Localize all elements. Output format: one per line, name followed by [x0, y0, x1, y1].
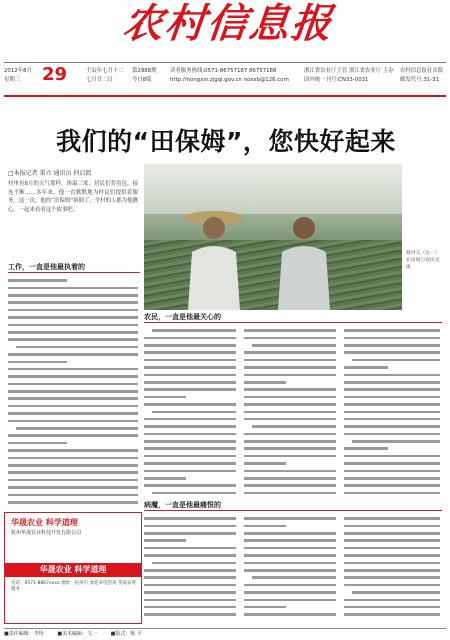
text-line	[244, 454, 338, 461]
text-line	[344, 439, 442, 446]
text-line	[344, 597, 442, 604]
text-line	[244, 553, 338, 560]
text-line	[244, 328, 338, 335]
weekday: 星期三	[4, 77, 21, 83]
text-line	[244, 402, 338, 409]
text-line	[244, 335, 338, 342]
text-line	[244, 380, 338, 387]
text-line	[144, 387, 238, 394]
text-line	[8, 278, 140, 285]
text-line	[244, 387, 338, 394]
text-line	[344, 546, 442, 553]
text-line	[344, 568, 442, 575]
text-line	[244, 583, 338, 590]
text-line	[8, 396, 140, 403]
text-line	[344, 358, 442, 365]
text-line	[8, 418, 140, 425]
lunar-date: 壬辰年七月十二	[86, 68, 124, 74]
text-line	[8, 330, 140, 337]
text-line	[144, 546, 238, 553]
text-line	[344, 605, 442, 612]
article-photo	[144, 164, 402, 310]
publisher: 浙江省农业厅主管 浙江省农业厅 主办	[304, 68, 394, 74]
text-line	[244, 343, 338, 350]
text-line	[144, 612, 238, 619]
text-line	[8, 374, 140, 381]
text-line	[344, 380, 442, 387]
text-line	[244, 417, 338, 424]
text-line	[144, 424, 238, 431]
text-line	[244, 468, 338, 475]
text-line	[344, 560, 442, 567]
text-line	[8, 500, 140, 507]
text-line	[244, 560, 338, 567]
text-line	[144, 568, 238, 575]
text-line	[344, 417, 442, 424]
subhead-rule-2	[144, 322, 442, 323]
text-line	[244, 590, 338, 597]
photo-caption: 蔡世义（左一）在田间与农民交流	[406, 251, 440, 270]
footer-art-editor: ■美术编辑：文一	[57, 631, 98, 637]
text-line	[144, 402, 238, 409]
column-5-text	[144, 516, 238, 626]
text-line	[344, 583, 442, 590]
text-line	[8, 404, 140, 411]
text-line	[244, 372, 338, 379]
text-line	[144, 343, 238, 350]
text-line	[344, 409, 442, 416]
text-line	[244, 516, 338, 523]
text-line	[144, 523, 238, 530]
column-3-text	[244, 328, 338, 500]
distributor: 农村信息报社出版	[400, 68, 444, 74]
text-line	[8, 315, 140, 322]
text-line	[344, 395, 442, 402]
text-line	[144, 583, 238, 590]
ad-body: 电话：0571-8867xxxx 地址：杭州市 欢迎来电咨询 优质农资服务	[11, 581, 136, 593]
text-line	[144, 516, 238, 523]
text-line	[8, 300, 140, 307]
page-footer	[4, 628, 446, 638]
text-line	[344, 468, 442, 475]
text-line	[144, 446, 238, 453]
text-line	[344, 612, 442, 619]
text-line	[344, 461, 442, 468]
column-4-text	[344, 328, 442, 500]
column-1-text	[8, 278, 140, 508]
text-line	[244, 409, 338, 416]
text-line	[244, 395, 338, 402]
text-line	[344, 424, 442, 431]
text-line	[144, 538, 238, 545]
text-line	[8, 433, 140, 440]
text-line	[8, 455, 140, 462]
footer-editor: ■责任编辑：李艳	[4, 631, 44, 637]
text-line	[8, 322, 140, 329]
text-line	[244, 523, 338, 530]
subhead-rule-1	[8, 272, 140, 273]
text-line	[8, 308, 140, 315]
text-line	[8, 285, 140, 292]
info-bar	[4, 66, 446, 88]
subhead-rule-3	[144, 510, 442, 511]
text-line	[8, 345, 140, 352]
column-2-text	[144, 328, 238, 500]
text-line	[344, 431, 442, 438]
text-line	[244, 605, 338, 612]
text-line	[8, 485, 140, 492]
subhead-illness: 病魔，一直是他最痛恨的	[144, 501, 221, 509]
hotline: 读者服务热线:0571-86757187 86757188	[170, 68, 277, 74]
text-line	[344, 350, 442, 357]
text-line	[344, 343, 442, 350]
masthead-divider	[4, 62, 446, 63]
text-line	[144, 531, 238, 538]
text-line	[244, 612, 338, 619]
subhead-farmers: 农民，一直是他最关心的	[144, 313, 221, 321]
text-line	[8, 411, 140, 418]
text-line	[244, 424, 338, 431]
text-line	[244, 350, 338, 357]
text-line	[8, 426, 140, 433]
text-line	[144, 575, 238, 582]
column-7-text	[344, 516, 442, 626]
text-line	[244, 358, 338, 365]
text-line	[8, 441, 140, 448]
text-line	[144, 335, 238, 342]
text-line	[244, 461, 338, 468]
text-line	[144, 380, 238, 387]
text-line	[244, 491, 338, 498]
masthead	[0, 0, 450, 68]
text-line	[144, 483, 238, 490]
text-line	[144, 409, 238, 416]
text-line	[8, 448, 140, 455]
text-line	[144, 358, 238, 365]
text-line	[144, 350, 238, 357]
text-line	[144, 417, 238, 424]
text-line	[344, 483, 442, 490]
text-line	[244, 483, 338, 490]
issue-number: 第2988期	[132, 68, 157, 74]
postal-code: 邮发代号:31-31	[400, 77, 440, 83]
text-line	[144, 491, 238, 498]
lunar-date-2: 七月廿二日	[86, 77, 113, 83]
text-line	[144, 439, 238, 446]
date-day: 29	[42, 64, 68, 85]
text-line	[244, 476, 338, 483]
text-line	[344, 476, 442, 483]
text-line	[144, 461, 238, 468]
text-line	[8, 470, 140, 477]
ad-company: 杭州华晟农业科技开发有限公司	[11, 530, 82, 536]
text-line	[344, 365, 442, 372]
text-line	[244, 546, 338, 553]
text-line	[244, 575, 338, 582]
text-line	[144, 468, 238, 475]
red-rule	[4, 95, 446, 97]
subhead-work: 工作，一直是他最执着的	[8, 263, 85, 271]
text-line	[144, 560, 238, 567]
text-line	[8, 293, 140, 300]
text-line	[8, 352, 140, 359]
text-line	[8, 389, 140, 396]
text-line	[244, 597, 338, 604]
text-line	[144, 431, 238, 438]
text-line	[8, 381, 140, 388]
text-line	[244, 439, 338, 446]
text-line	[344, 531, 442, 538]
text-line	[344, 454, 442, 461]
text-line	[344, 372, 442, 379]
advertisement[interactable]	[4, 512, 142, 624]
page-count: 今日8版	[132, 77, 152, 83]
article-headline: 我们的“田保姆”，您快好起来	[56, 127, 396, 156]
text-line	[8, 463, 140, 470]
text-line	[144, 605, 238, 612]
website: http://nongxin.zjgqi.gov.cn noxxb@126.com	[170, 77, 289, 83]
text-line	[144, 553, 238, 560]
text-line	[344, 402, 442, 409]
ad-title: 华晟农业 科学道理	[11, 518, 78, 527]
text-line	[144, 365, 238, 372]
text-line	[244, 365, 338, 372]
text-line	[344, 491, 442, 498]
column-6-text	[244, 516, 338, 626]
footer-layout: ■版式：陈 平	[110, 631, 142, 637]
text-line	[244, 446, 338, 453]
text-line	[344, 387, 442, 394]
text-line	[344, 590, 442, 597]
text-line	[344, 538, 442, 545]
text-line	[244, 538, 338, 545]
text-line	[244, 531, 338, 538]
date-prefix: 2012年8月	[4, 68, 32, 74]
farmer-figure-right	[264, 204, 344, 310]
text-line	[144, 328, 238, 335]
text-line	[8, 359, 140, 366]
text-line	[344, 328, 442, 335]
newspaper-title: 农村信息报	[120, 0, 336, 47]
text-line	[144, 372, 238, 379]
article-byline: □本报记者 董立 通讯员 何启凯	[8, 170, 92, 177]
text-line	[8, 337, 140, 344]
text-line	[344, 523, 442, 530]
text-line	[8, 367, 140, 374]
text-line	[144, 454, 238, 461]
text-line	[344, 516, 442, 523]
text-line	[344, 335, 442, 342]
text-line	[8, 492, 140, 499]
ad-band: 华晟农业 科学道理	[5, 563, 141, 577]
farmer-figure-left	[174, 204, 254, 310]
text-line	[344, 575, 442, 582]
text-line	[344, 446, 442, 453]
cn-number: 国内统一刊号:CN33-0031	[304, 77, 369, 83]
text-line	[244, 568, 338, 575]
text-line	[144, 476, 238, 483]
text-line	[144, 395, 238, 402]
text-line	[144, 597, 238, 604]
text-line	[8, 478, 140, 485]
text-line	[144, 590, 238, 597]
text-line	[244, 431, 338, 438]
article-lead: 村里有8月的天气那样，体温三度，居民们背着包，接连不断……多年来，他一直默默地为村民们提供着服务。这一次，他的“田保姆”病倒了，全村的人都为他揪心。一起来看看这个故事吧。	[8, 181, 138, 213]
text-line	[344, 553, 442, 560]
